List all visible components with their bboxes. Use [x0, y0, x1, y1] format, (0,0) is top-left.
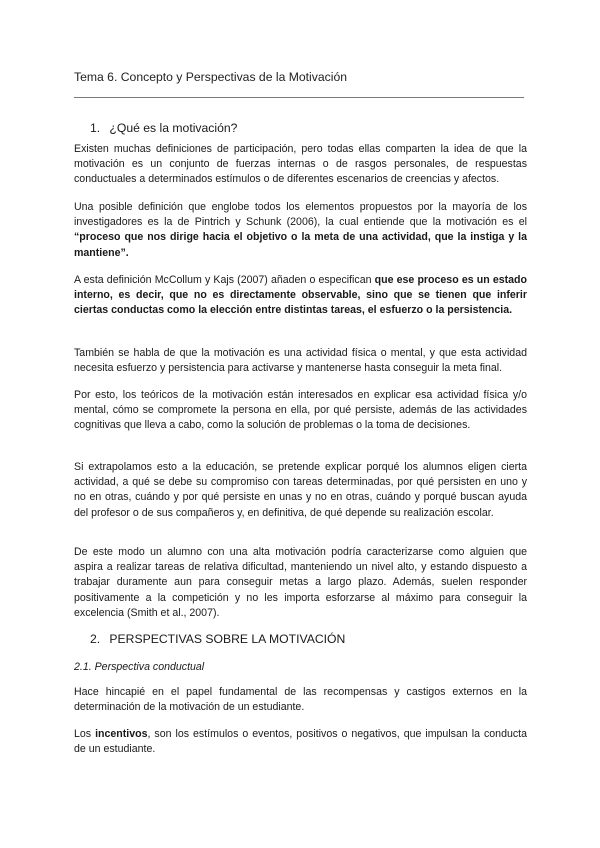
header-divider [74, 97, 524, 98]
paragraph-9 [74, 727, 527, 757]
paragraph-2-quote: “proceso que nos dirige hacia el objetivo o la meta de una actividad, que la instiga y la mantiene”. [74, 231, 527, 259]
paragraph-3-emphasis: que ese proceso es un estado interno, es decir, que no es directamente observable, sino que se tienen que inferir ciertas conductas como la elección entre distintas tareas, el esfuerzo o la persistencia. [74, 274, 527, 317]
paragraph-6: Si extrapolamos esto a la educación, se pretende explicar porqué los alumnos eligen cierta actividad, a qué se debe su compromiso con tareas determinadas, por qué persisten en uno y no en otras, cuándo y por qué persiste en unas y no en otras, cuándo y porqué buscan ayuda del profesor o de sus compañeros y, en definitiva, de qué depende su realización escolar. [74, 461, 527, 519]
paragraph-8: Hace hincapié en el papel fundamental de las recompensas y castigos externos en la determinación de la motivación de un estudiante. [74, 686, 527, 714]
section-1-number: 1. [90, 121, 101, 135]
section-2-title: PERSPECTIVAS SOBRE LA MOTIVACIÓN [109, 632, 346, 646]
paragraph-1: Existen muchas definiciones de participación, pero todas ellas comparten la idea de que la motivación es un conjunto de fuerzas internas o de rasgos personales, de respuestas conductuales a determinados estímulos o de diferentes escenarios de creencias y afectos. [74, 143, 527, 186]
section-1-title: ¿Qué es la motivación? [109, 121, 238, 135]
subsection-2-1-heading: 2.1. Perspectiva conductual [74, 661, 205, 673]
paragraph-2 [74, 200, 527, 261]
page-header-title: Tema 6. Concepto y Perspectivas de la Motivación [74, 70, 347, 84]
paragraph-9-term: incentivos [95, 728, 148, 740]
paragraph-3-text: A esta definición McCollum y Kajs (2007) añaden o especifican [74, 274, 375, 286]
paragraph-5: Por esto, los teóricos de la motivación están interesados en explicar esa actividad física y/o mental, cómo se compromete la persona en ella, por qué persiste, además de las actividades cognitivas que lleva a cabo, como la solución de problemas o la toma de decisiones. [74, 389, 527, 432]
paragraph-2-text: Una posible definición que englobe todos los elementos propuestos por la mayoría de los investigadores es la de Pintrich y Schunk (2006), la cual entiende que la motivación es el [74, 201, 527, 229]
paragraph-9-lead: Los [74, 728, 96, 740]
section-2-number: 2. [90, 632, 101, 646]
paragraph-4: También se habla de que la motivación es una actividad física o mental, y que esta actividad necesita esfuerzo y persistencia para activarse y mantenerse hasta conseguir la meta final. [74, 347, 527, 375]
paragraph-3 [74, 273, 527, 319]
paragraph-9-text: , son los estímulos o eventos, positivos o negativos, que impulsan la conducta de un estudiante. [74, 728, 527, 756]
section-2-heading [90, 632, 345, 646]
paragraph-7: De este modo un alumno con una alta motivación podría caracterizarse como alguien que aspira a realizar tareas de relativa dificultad, manteniendo un nivel alto, y estando dispuesto a trabajar duramente aun para conseguir metas a largo plazo. Además, suelen responder positivamente a la competición y no les importa esforzarse al máximo para conseguir la excelencia (Smith et al., 2007). [74, 546, 527, 619]
section-1-heading [90, 121, 237, 135]
